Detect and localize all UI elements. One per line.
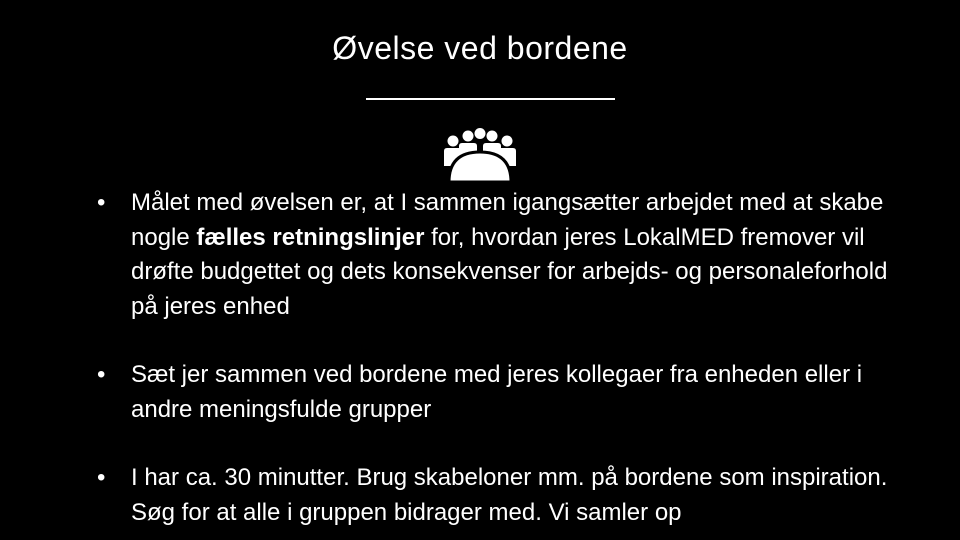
bullet-dot: • xyxy=(97,464,106,491)
bullet-list xyxy=(97,186,917,540)
bullet-text: for, hvordan jeres LokalMED fremover vil drøfte budgettet og dets konsekvenser for arbejds- og personaleforhold på jeres enhed xyxy=(131,223,888,320)
bullet-text: Målet med øvelsen er, at I sammen igangsætter arbejdet med at skabe nogle xyxy=(131,189,884,251)
slide-title: Øvelse ved bordene xyxy=(332,30,628,66)
list-item xyxy=(97,358,917,427)
people-group-icon xyxy=(443,128,517,182)
bullet-dot: • xyxy=(97,189,106,216)
bullet-bold-text: fælles retningslinjer xyxy=(196,223,425,251)
list-item xyxy=(97,186,917,324)
list-item xyxy=(97,461,917,530)
bullet-text: Sæt jer sammen ved bordene med jeres kollegaer fra enheden eller i andre meningsfulde grupper xyxy=(131,361,863,423)
bullet-text: I har ca. 30 minutter. Brug skabeloner mm. på bordene som inspiration. Søg for at alle i gruppen bidrager med. Vi samler op xyxy=(131,464,888,526)
bullet-dot: • xyxy=(97,361,106,388)
title-divider xyxy=(366,98,615,100)
